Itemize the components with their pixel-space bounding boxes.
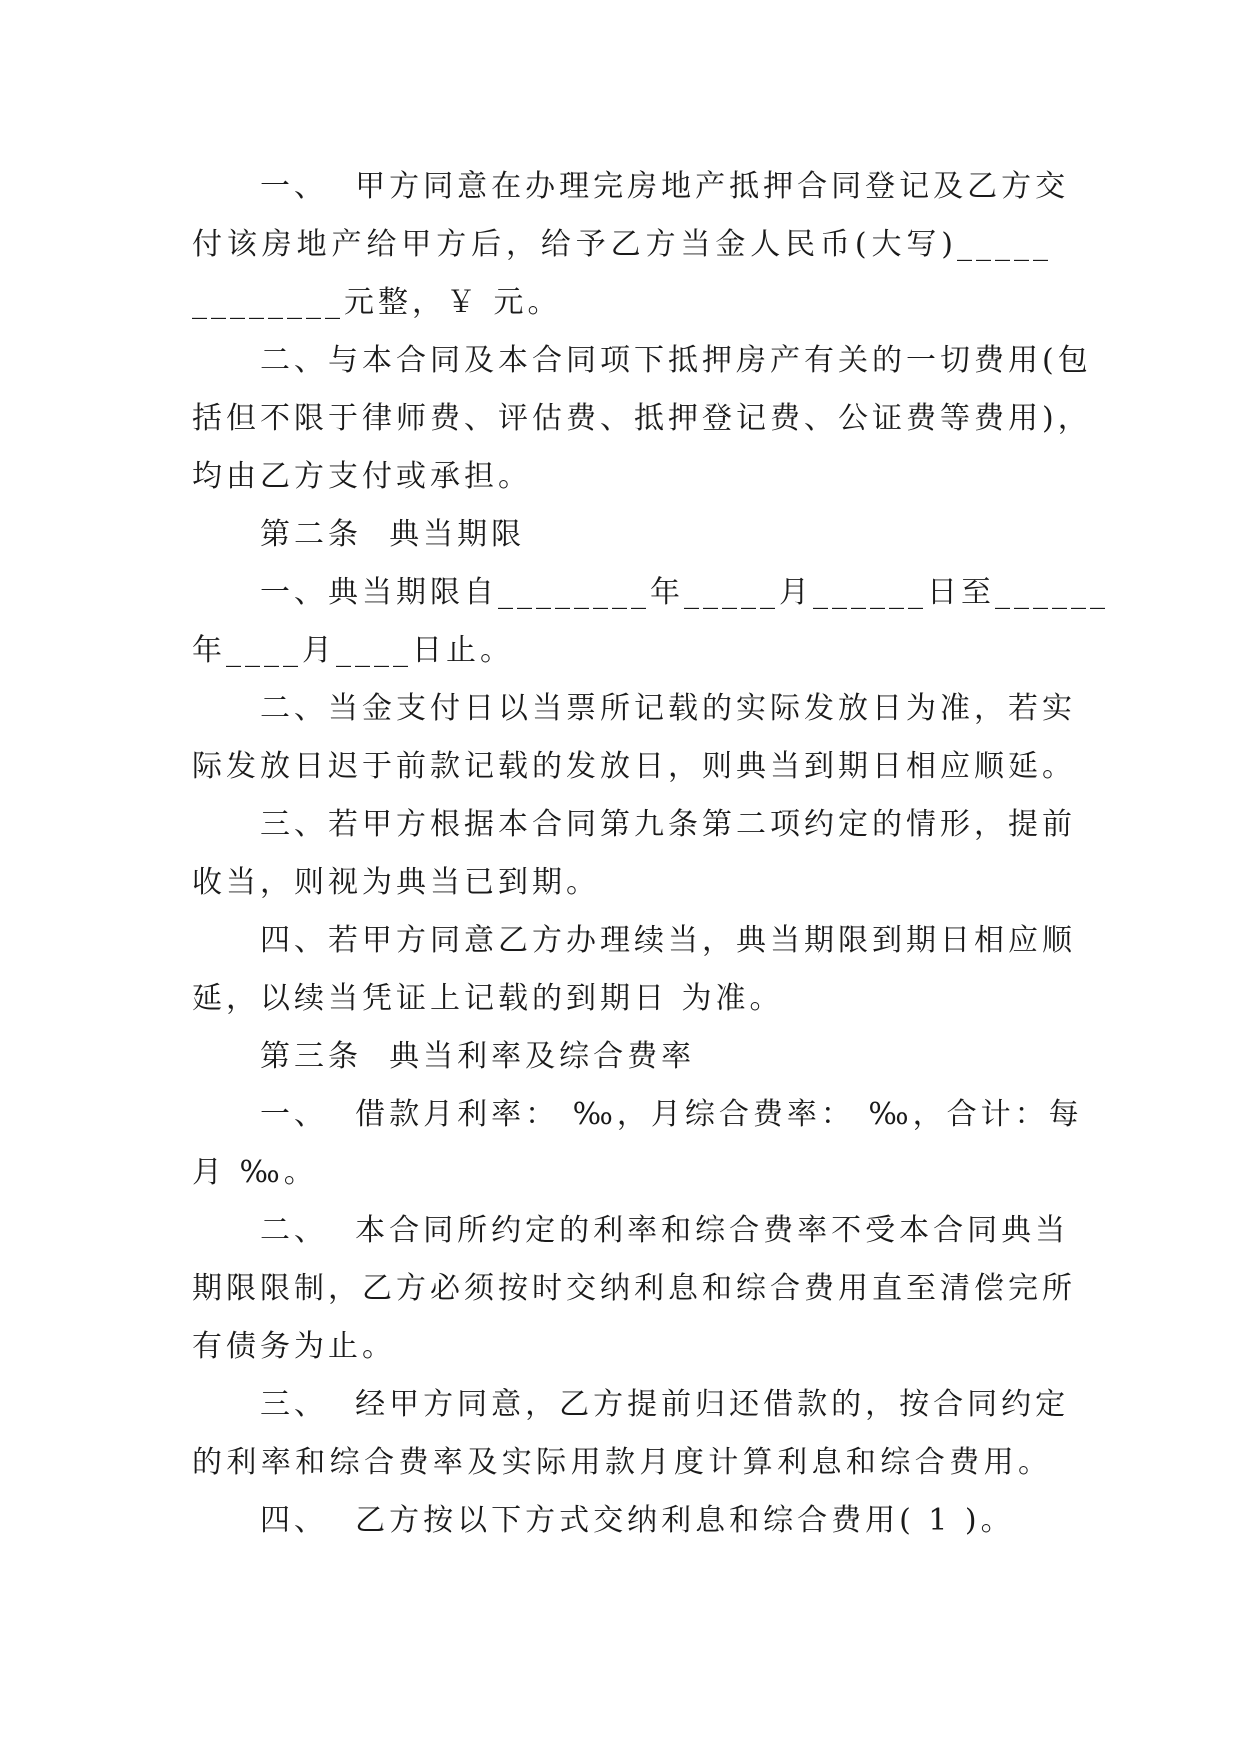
section-heading: 第二条 典当期限 [260,517,526,552]
text-line: 的利率和综合费率及实际用款月度计算利息和综合费用。 [192,1445,1052,1480]
text-line: 收当，则视为典当已到期。 [192,865,600,900]
contract-body [192,158,1109,1550]
text-line: ________元整，￥ 元。 [192,285,562,320]
section-heading: 第三条 典当利率及综合费率 [260,1039,696,1074]
text-line: 括但不限于律师费、评估费、抵押登记费、公证费等费用)， [192,401,1092,436]
text-line: 二、 本合同所约定的利率和综合费率不受本合同典当 [260,1213,1070,1248]
text-line: 二、与本合同及本合同项下抵押房产有关的一切费用(包 [260,343,1092,378]
text-line: 期限限制，乙方必须按时交纳利息和综合费用直至清偿完所 [192,1271,1076,1306]
text-line: 付该房地产给甲方后，给予乙方当金人民币(大写)_____ [192,227,1052,262]
text-line: 月 ‰。 [192,1155,318,1190]
text-line: 四、 乙方按以下方式交纳利息和综合费用( 1 )。 [260,1503,1015,1538]
text-line: 三、 经甲方同意，乙方提前归还借款的，按合同约定 [260,1387,1070,1422]
text-line: 一、 借款月利率： ‰，月综合费率： ‰，合计：每 [260,1097,1083,1132]
text-line: 一、典当期限自________年_____月______日至______ [260,575,1109,610]
text-line: 均由乙方支付或承担。 [192,459,532,494]
text-line: 际发放日迟于前款记载的发放日，则典当到期日相应顺延。 [192,749,1076,784]
text-line: 四、若甲方同意乙方办理续当，典当期限到期日相应顺 [260,923,1076,958]
text-line: 年____月____日止。 [192,633,514,668]
text-line: 一、 甲方同意在办理完房地产抵押合同登记及乙方交 [260,169,1070,204]
text-line: 三、若甲方根据本合同第九条第二项约定的情形，提前 [260,807,1076,842]
text-line: 二、当金支付日以当票所记载的实际发放日为准，若实 [260,691,1076,726]
text-line: 延，以续当凭证上记载的到期日 为准。 [192,981,784,1016]
text-line: 有债务为止。 [192,1329,396,1364]
